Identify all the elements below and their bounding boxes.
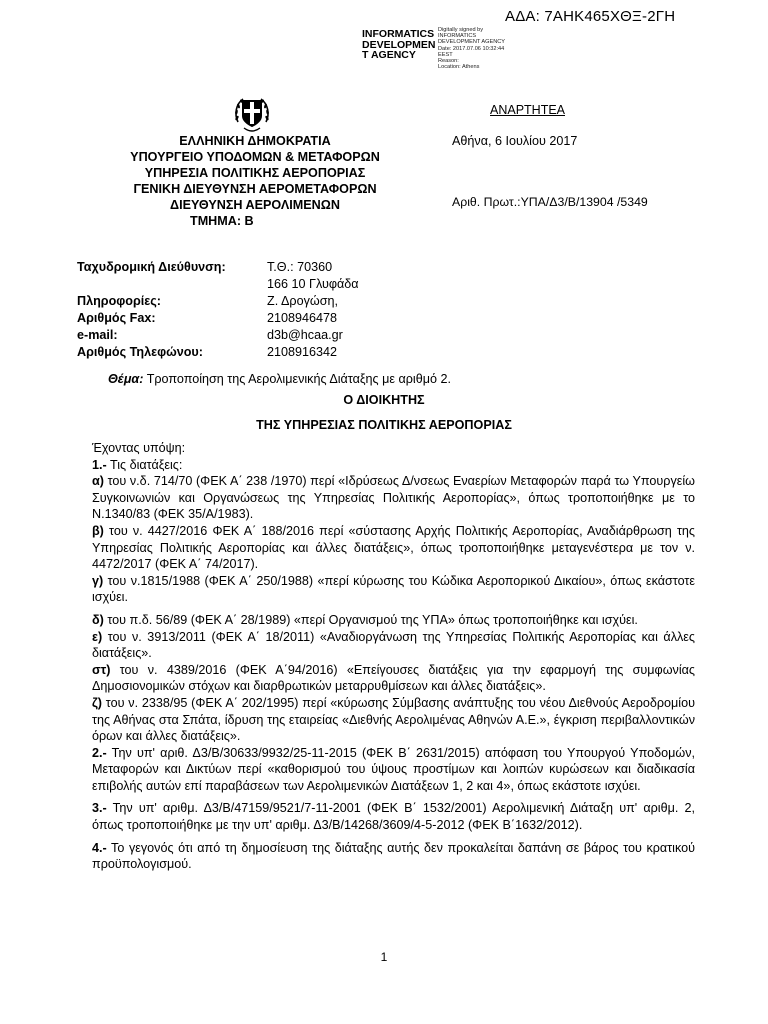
ada-code: ΑΔΑ: 7ΑΗΚ465ΧΘΞ-2ΓΗ xyxy=(505,8,676,25)
paragraph-text: του ν.1815/1988 (ΦΕΚ Α΄ 250/1988) «περί κύρωσης του Κώδικα Αεροπορικού Δικαίου», όπως εκάστοτε ισχύει. xyxy=(92,573,695,605)
paragraph-text: του π.δ. 56/89 (ΦΕΚ Α΄ 28/1989) «περί Οργανισμού της ΥΠΑ» όπως τροποποιήθηκε και ισχύει. xyxy=(103,612,638,627)
header-line: ΥΠΗΡΕΣΙΑ ΠΟΛΙΤΙΚΗΣ ΑΕΡΟΠΟΡΙΑΣ xyxy=(144,166,366,180)
signature-detail-line: Digitally signed by xyxy=(438,27,484,33)
body-paragraph xyxy=(92,745,695,795)
body-paragraph xyxy=(92,840,695,873)
paragraph-text: του ν.δ. 714/70 (ΦΕΚ Α΄ 238 /1970) περί «Ιδρύσεως Δ/νσεως Εναερίων Μεταφορών παρά τω Υπουργείω Συγκοινωνιών και Οργανώσεως της Υπηρεσίας Πολιτικής Αεροπορίας», όπως τροποποιήθηκε με το Ν.1340/83 (ΦΕΚ 35/Α/1983). xyxy=(92,474,695,522)
protocol-number: Αριθ. Πρωτ.:ΥΠΑ/Δ3/Β/13904 /5349 xyxy=(452,195,648,209)
signature-org-line: INFORMATICS xyxy=(362,28,435,40)
title-line: Ο ΔΙΟΙΚΗΤΗΣ xyxy=(343,393,425,407)
body-paragraph xyxy=(92,629,695,662)
header-line: ΕΛΛΗΝΙΚΗ ΔΗΜΟΚΡΑΤΙΑ xyxy=(179,134,331,148)
contact-email[interactable]: d3b@hcaa.gr xyxy=(267,328,343,342)
body-paragraph xyxy=(92,695,695,745)
contact-value: 2108946478 xyxy=(267,311,338,325)
paragraph-text: του ν. 2338/95 (ΦΕΚ Α΄ 202/1995) περί «κύρωσης Σύμβασης ανάπτυξης του νέου Διεθνούς Αεροδρομίου της Αθήνας στα Σπάτα, ίδρυση της εταιρείας «Διεθνής Αερολιμένας Αθηνών Α.Ε.», έγκριση περιβαλλοντικών όρων και άλλες διατάξεις». xyxy=(92,695,695,744)
paragraph-label: α) xyxy=(92,474,104,489)
signature-detail-line: Location: Athens xyxy=(438,64,480,71)
signature-org-line: DEVELOPMEN xyxy=(362,38,436,51)
signature-detail-line: EEST xyxy=(438,51,453,58)
contact-value: Ζ. Δρογώση, xyxy=(267,294,338,308)
item-text: Τις διατάξεις: xyxy=(106,457,183,472)
paragraph-label: 2.- xyxy=(92,745,107,760)
item-number: 1.- xyxy=(92,457,107,472)
contact-label xyxy=(77,276,267,293)
paragraph-label: ε) xyxy=(92,629,103,644)
contact-value: 2108916342 xyxy=(267,345,338,359)
greek-coat-of-arms-icon xyxy=(230,92,274,136)
body-paragraph xyxy=(92,523,695,573)
signature-details xyxy=(438,27,505,70)
body-paragraph xyxy=(92,662,695,695)
paragraph-text: του ν. 4389/2016 (ΦΕΚ Α΄94/2016) «Επείγουσες διατάξεις για την εφαρμογή της συμφωνίας Δημοσιονομικών στόχων και διαρθρωτικών μεταρρυθμίσεων και άλλες διατάξεις». xyxy=(92,662,695,694)
item-line xyxy=(92,457,695,474)
contact-row xyxy=(77,276,359,293)
header-line: ΓΕΝΙΚΗ ΔΙΕΥΘΥΝΣΗ ΑΕΡΟΜΕΤΑΦΟΡΩΝ xyxy=(133,182,377,196)
contact-value: 166 10 Γλυφάδα xyxy=(267,277,359,291)
body-paragraph xyxy=(92,612,695,629)
paragraph-text: του ν. 4427/2016 ΦΕΚ Α΄ 188/2016 περί «σύστασης Αρχής Πολιτικής Αεροπορίας, Αναδιάρθρωση της Υπηρεσίας Πολιτικής Αεροπορίας και άλλες διατάξεις», όπως τροποποιήθηκε μεταγενέστερα με τον ν. 4472/2017 (ΦΕΚ Α΄ 74/2017). xyxy=(92,523,695,572)
contact-row xyxy=(77,293,359,310)
paragraph-label: β) xyxy=(92,523,104,538)
contact-row xyxy=(77,259,359,276)
paragraph-label: στ) xyxy=(92,662,111,677)
contact-value: Τ.Θ.: 70360 xyxy=(267,260,333,274)
paragraph-text: Το γεγονός ότι από τη δημοσίευση της διάταξης αυτής δεν προκαλείται δαπάνη σε βάρος του κρατικού προϋπολογισμού. xyxy=(92,840,695,872)
signature-detail-line: Date: 2017.07.06 10:32:44 xyxy=(438,45,505,52)
contact-row xyxy=(77,327,359,344)
paragraph-label: γ) xyxy=(92,573,104,588)
contact-label: Αριθμός Fax: xyxy=(77,311,156,325)
intro-line: Έχοντας υπόψη: xyxy=(92,441,186,455)
header-line: ΔΙΕΥΘΥΝΣΗ ΑΕΡΟΛΙΜΕΝΩΝ xyxy=(170,198,340,212)
subject-line xyxy=(108,372,451,386)
body-paragraph xyxy=(92,573,695,606)
paragraph-label: ζ) xyxy=(92,695,102,710)
signature-organization xyxy=(362,29,436,61)
authority-header xyxy=(95,133,415,229)
body-paragraph xyxy=(92,473,695,523)
contact-label: Ταχυδρομική Διεύθυνση: xyxy=(77,260,226,274)
paragraph-label: 4.- xyxy=(92,840,107,855)
signature-detail-line: DEVELOPMENT AGENCY xyxy=(438,39,506,46)
contact-row xyxy=(77,310,359,327)
title-line: ΤΗΣ ΥΠΗΡΕΣΙΑΣ ΠΟΛΙΤΙΚΗΣ ΑΕΡΟΠΟΡΙΑΣ xyxy=(256,418,512,432)
signature-org-line: T AGENCY xyxy=(362,49,416,61)
contact-label: e-mail: xyxy=(77,328,118,342)
contact-block xyxy=(77,259,359,361)
subject-text: Τροποποίηση της Αερολιμενικής Διάταξης με αριθμό 2. xyxy=(143,372,451,386)
contact-row xyxy=(77,344,359,361)
body-paragraph xyxy=(92,800,695,833)
paragraph-label: 3.- xyxy=(92,801,107,816)
page-number: 1 xyxy=(380,950,388,964)
paragraph-text: του ν. 3913/2011 (ΦΕΚ Α΄ 18/2011) «Αναδιοργάνωση της Υπηρεσίας Πολιτικής Αεροπορίας και άλλες διατάξεις». xyxy=(92,629,695,661)
section-line: ΤΜΗΜΑ: Β xyxy=(190,214,254,228)
document-body xyxy=(92,440,695,873)
contact-label: Πληροφορίες: xyxy=(77,294,161,308)
subject-label: Θέμα: xyxy=(108,372,144,386)
paragraph-text: Την υπ' αριθ. Δ3/Β/30633/9932/25-11-2015 (ΦΕΚ Β΄ 2631/2015) απόφαση του Υπουργού Υποδομών, Μεταφορών και Δικτύων περί «καθορισμού του ύψους προστίμων και λοιπών κυρώσεων και διαδικασία επιβολής αυτών επί παραβάσεων των Αερολιμενικών Διατάξεων 1, 2 και 4», όπως εκάστοτε ισχύει. xyxy=(92,745,695,793)
contact-label: Αριθμός Τηλεφώνου: xyxy=(77,345,203,359)
paragraph-list xyxy=(92,473,695,873)
document-date: Αθήνα, 6 Ιουλίου 2017 xyxy=(452,134,578,148)
signature-detail-line: Reason: xyxy=(438,58,459,65)
header-line: ΥΠΟΥΡΓΕΙΟ ΥΠΟΔΟΜΩΝ & ΜΕΤΑΦΟΡΩΝ xyxy=(130,150,380,164)
paragraph-text: Την υπ' αριθμ. Δ3/Β/47159/9521/7-11-2001 (ΦΕΚ Β΄ 1532/2001) Αερολιμενική Διάταξη υπ' αριθμ. 2, όπως τροποποιήθηκε με την υπ' αριθμ. Δ3/Β/14268/3609/4-5-2012 (ΦΕΚ Β΄1632/2012). xyxy=(92,801,695,833)
posting-marker: ΑΝΑΡΤΗΤΕΑ xyxy=(490,103,566,117)
paragraph-label: δ) xyxy=(92,612,104,627)
signature-detail-line: INFORMATICS xyxy=(438,33,477,40)
